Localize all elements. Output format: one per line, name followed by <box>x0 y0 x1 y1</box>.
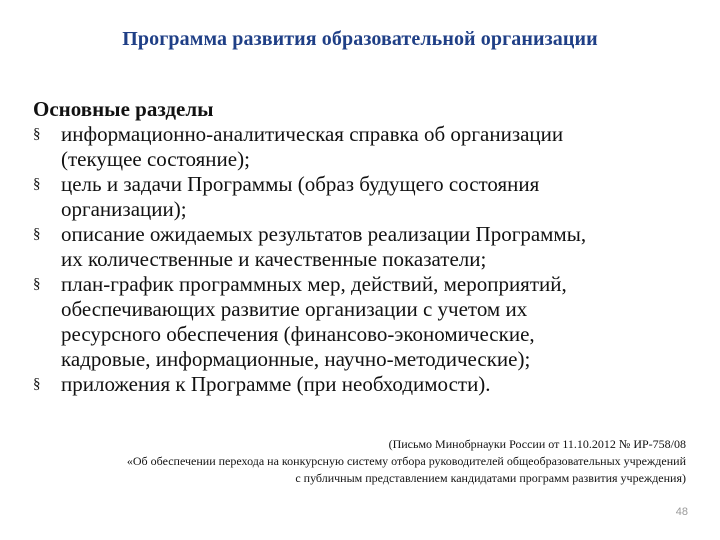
bullet-icon: § <box>33 276 41 292</box>
list-item <box>33 122 683 172</box>
list-item <box>33 372 683 397</box>
slide-title: Программа развития образовательной организации <box>122 28 598 50</box>
list-item-line: описание ожидаемых результатов реализации Программы, <box>61 222 587 246</box>
list-item-line: организации); <box>61 197 187 221</box>
citation-line: с публичным представлением кандидатами программ развития учреждения) <box>295 471 686 485</box>
list-item-line: план-график программных мер, действий, мероприятий, <box>61 272 567 296</box>
bullet-icon: § <box>33 126 41 142</box>
bullet-icon: § <box>33 176 41 192</box>
bullet-icon: § <box>33 376 41 392</box>
citation-line: (Письмо Минобрнауки России от 11.10.2012 № ИР-758/08 <box>388 437 686 451</box>
page-number: 48 <box>675 506 688 518</box>
list-item-line: (текущее состояние); <box>61 147 250 171</box>
citation-line: «Об обеспечении перехода на конкурсную систему отбора руководителей общеобразовательных учреждений <box>126 454 686 468</box>
sections-list <box>33 122 683 397</box>
list-item-line: цель и задачи Программы (образ будущего состояния <box>61 172 540 196</box>
source-citation <box>6 436 686 487</box>
list-item-line: ресурсного обеспечения (финансово-экономические, <box>61 322 535 346</box>
list-item-line: приложения к Программе (при необходимости). <box>61 372 491 396</box>
list-item-line: их количественные и качественные показатели; <box>61 247 487 271</box>
list-item <box>33 272 683 372</box>
section-heading: Основные разделы <box>33 97 214 121</box>
bullet-icon: § <box>33 226 41 242</box>
list-item-line: кадровые, информационные, научно-методические); <box>61 347 531 371</box>
list-item-line: обеспечивающих развитие организации с учетом их <box>61 297 528 321</box>
list-item-line: информационно-аналитическая справка об организации <box>61 122 564 146</box>
list-item <box>33 222 683 272</box>
list-item <box>33 172 683 222</box>
